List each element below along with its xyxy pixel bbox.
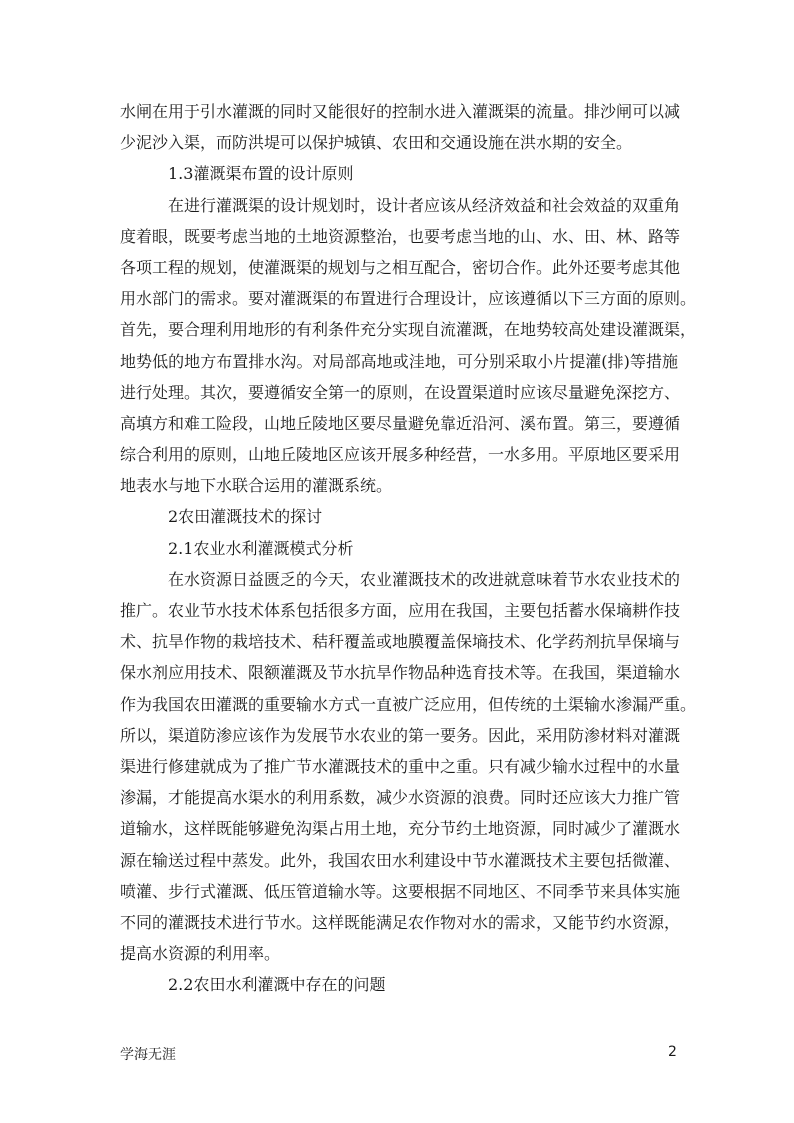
footer-title: 学海无涯 — [120, 1047, 176, 1063]
paragraph-line: 源在输送过程中蒸发。此外，我国农田水利建设中节水灌溉技术主要包括微灌、 — [120, 850, 681, 870]
paragraph-line: 少泥沙入渠，而防洪堤可以保护城镇、农田和交通设施在洪水期的安全。 — [120, 133, 633, 153]
paragraph-line: 术、抗旱作物的栽培技术、秸秆覆盖或地膜覆盖保墒技术、化学药剂抗旱保墒与 — [120, 632, 681, 652]
paragraph-line: 道输水，这样既能够避免沟渠占用土地，充分节约土地资源，同时减少了灌溉水 — [120, 819, 681, 839]
paragraph-line: 进行处理。其次，要遵循安全第一的原则，在设置渠道时应该尽量避免深挖方、 — [120, 382, 681, 402]
section-heading: 2.1农业水利灌溉模式分析 — [168, 538, 354, 558]
paragraph-line: 度着眼，既要考虑当地的土地资源整治，也要考虑当地的山、水、田、林、路等 — [120, 226, 681, 246]
paragraph-line: 渗漏，才能提高水渠水的利用系数，减少水资源的浪费。同时还应该大力推广管 — [120, 788, 681, 808]
section-heading: 2农田灌溉技术的探讨 — [168, 507, 323, 527]
paragraph-line: 综合利用的原则，山地丘陵地区应该开展多种经营，一水多用。平原地区要采用 — [120, 445, 681, 465]
paragraph-line: 用水部门的需求。要对灌溉渠的布置进行合理设计，应该遵循以下三方面的原则。 — [120, 289, 697, 309]
paragraph-line: 作为我国农田灌溉的重要输水方式一直被广泛应用，但传统的土渠输水渗漏严重。 — [120, 694, 697, 714]
paragraph-line: 推广。农业节水技术体系包括很多方面，应用在我国，主要包括蓄水保墒耕作技 — [120, 601, 681, 620]
paragraph-line: 各项工程的规划，使灌溉渠的规划与之相互配合，密切合作。此外还要考虑其他 — [120, 257, 681, 277]
page-number: 2 — [668, 1044, 677, 1060]
paragraph-line: 渠进行修建就成为了推广节水灌溉技术的重中之重。只有减少输水过程中的水量 — [120, 756, 681, 776]
paragraph-line: 喷灌、步行式灌溉、低压管道输水等。这要根据不同地区、不同季节来具体实施 — [120, 881, 681, 901]
paragraph-line: 高填方和难工险段，山地丘陵地区要尽量避免靠近沿河、溪布置。第三，要遵循 — [120, 413, 681, 433]
paragraph-line: 不同的灌溉技术进行节水。这样既能满足农作物对水的需求，又能节约水资源， — [120, 912, 681, 932]
paragraph-line: 地表水与地下水联合运用的灌溉系统。 — [120, 476, 393, 496]
paragraph-line: 所以，渠道防渗应该作为发展节水农业的第一要务。因此，采用防渗材料对灌溉 — [120, 725, 681, 745]
section-heading: 1.3灌溉渠布置的设计原则 — [168, 164, 354, 184]
paragraph-line: 地势低的地方布置排水沟。对局部高地或洼地，可分别采取小片提灌(排)等措施 — [120, 351, 678, 371]
paragraph-line: 在水资源日益匮乏的今天，农业灌溉技术的改进就意味着节水农业技术的 — [168, 569, 681, 589]
paragraph-line: 水闸在用于引水灌溉的同时又能很好的控制水进入灌溉渠的流量。排沙闸可以减 — [120, 102, 681, 121]
document-body — [120, 96, 697, 1000]
paragraph-line: 在进行灌溉渠的设计规划时，设计者应该从经济效益和社会效益的双重角 — [168, 195, 681, 215]
section-heading: 2.2农田水利灌溉中存在的问题 — [168, 975, 386, 995]
paragraph-line: 保水剂应用技术、限额灌溉及节水抗旱作物品种选育技术等。在我国，渠道输水 — [120, 663, 681, 683]
paragraph-line: 提高水资源的利用率。 — [120, 944, 281, 964]
paragraph-line: 首先，要合理利用地形的有利条件充分实现自流灌溉，在地势较高处建设灌溉渠， — [120, 320, 697, 340]
